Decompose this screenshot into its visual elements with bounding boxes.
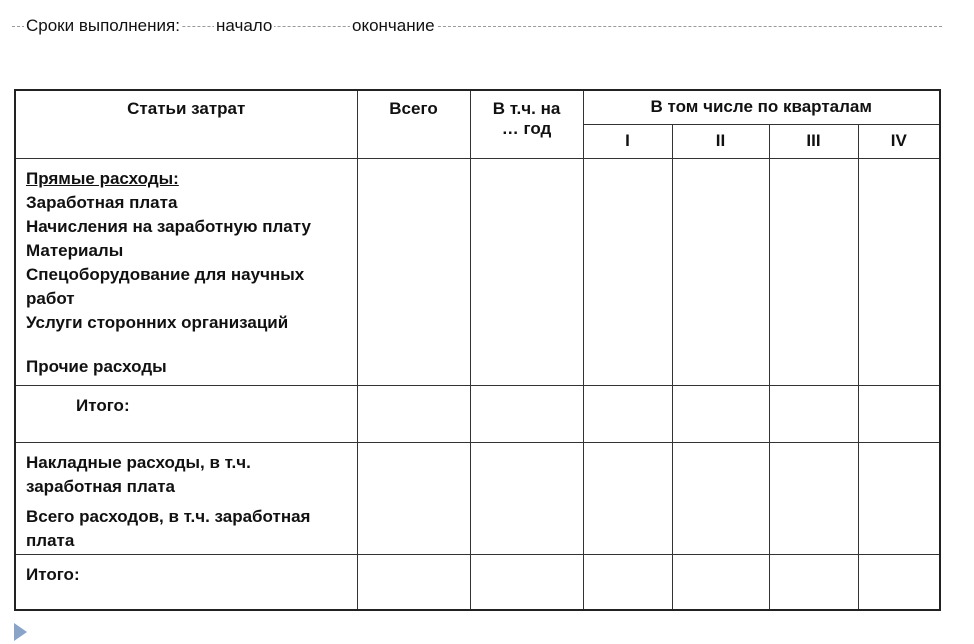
table-row-direct (15, 158, 940, 385)
header-year-line2: … год (501, 119, 552, 138)
direct-item-salary-charges: Начисления на заработную плату (26, 216, 311, 236)
direct-item-equipment: Спецоборудование для научных (26, 264, 305, 284)
direct-item-equipment-cont: работ (26, 288, 75, 308)
table-cell (470, 158, 583, 385)
header-quarter-2: II (672, 124, 769, 158)
table-cell (583, 554, 672, 610)
budget-table (14, 89, 941, 611)
triangle-bullet-icon (14, 623, 27, 641)
header-total: Всего (357, 90, 470, 158)
table-cell (858, 554, 940, 610)
overhead-line1: Накладные расходы, в т.ч. (26, 452, 251, 472)
table-cell (583, 442, 672, 554)
deadline-start-label: начало (216, 16, 273, 35)
header-items: Статьи затрат (15, 90, 357, 158)
table-cell (769, 385, 858, 442)
deadline-label: Сроки выполнения: (26, 16, 180, 35)
table-row-overhead (15, 442, 940, 554)
header-year (470, 90, 583, 158)
header-quarter-4: IV (858, 124, 940, 158)
table-cell (858, 442, 940, 554)
table-cell (769, 442, 858, 554)
table-cell (769, 554, 858, 610)
table-cell (357, 554, 470, 610)
table-cell (357, 158, 470, 385)
table-row-total (15, 554, 940, 610)
direct-costs-title: Прямые расходы: (26, 168, 179, 188)
header-quarter-1: I (583, 124, 672, 158)
overhead-line3: Всего расходов, в т.ч. заработная (26, 506, 311, 526)
header-row (15, 90, 940, 124)
table-cell (858, 385, 940, 442)
table-cell (583, 385, 672, 442)
table-cell (672, 554, 769, 610)
table-cell (769, 158, 858, 385)
header-quarters-group: В том числе по кварталам (583, 90, 940, 124)
direct-item-other: Прочие расходы (26, 356, 167, 376)
total-label: Итого: (15, 554, 357, 610)
overhead-line2: заработная плата (26, 476, 175, 496)
header-year-line1: В т.ч. на (492, 99, 561, 118)
table-cell (672, 158, 769, 385)
table-cell (470, 554, 583, 610)
direct-costs-cell (15, 158, 357, 385)
table-cell (357, 385, 470, 442)
direct-item-salary: Заработная плата (26, 192, 178, 212)
deadline-end-label: окончание (352, 16, 435, 35)
table-cell (672, 385, 769, 442)
table-cell (357, 442, 470, 554)
direct-item-materials: Материалы (26, 240, 124, 260)
table-cell (672, 442, 769, 554)
table-cell (858, 158, 940, 385)
overhead-line4: плата (26, 530, 75, 550)
direct-item-services: Услуги сторонних организаций (26, 312, 289, 332)
overhead-cell (15, 442, 357, 554)
table-cell (583, 158, 672, 385)
table-cell (470, 385, 583, 442)
table-cell (470, 442, 583, 554)
subtotal-label: Итого: (15, 385, 357, 442)
header-quarter-3: III (769, 124, 858, 158)
table-row-subtotal (15, 385, 940, 442)
